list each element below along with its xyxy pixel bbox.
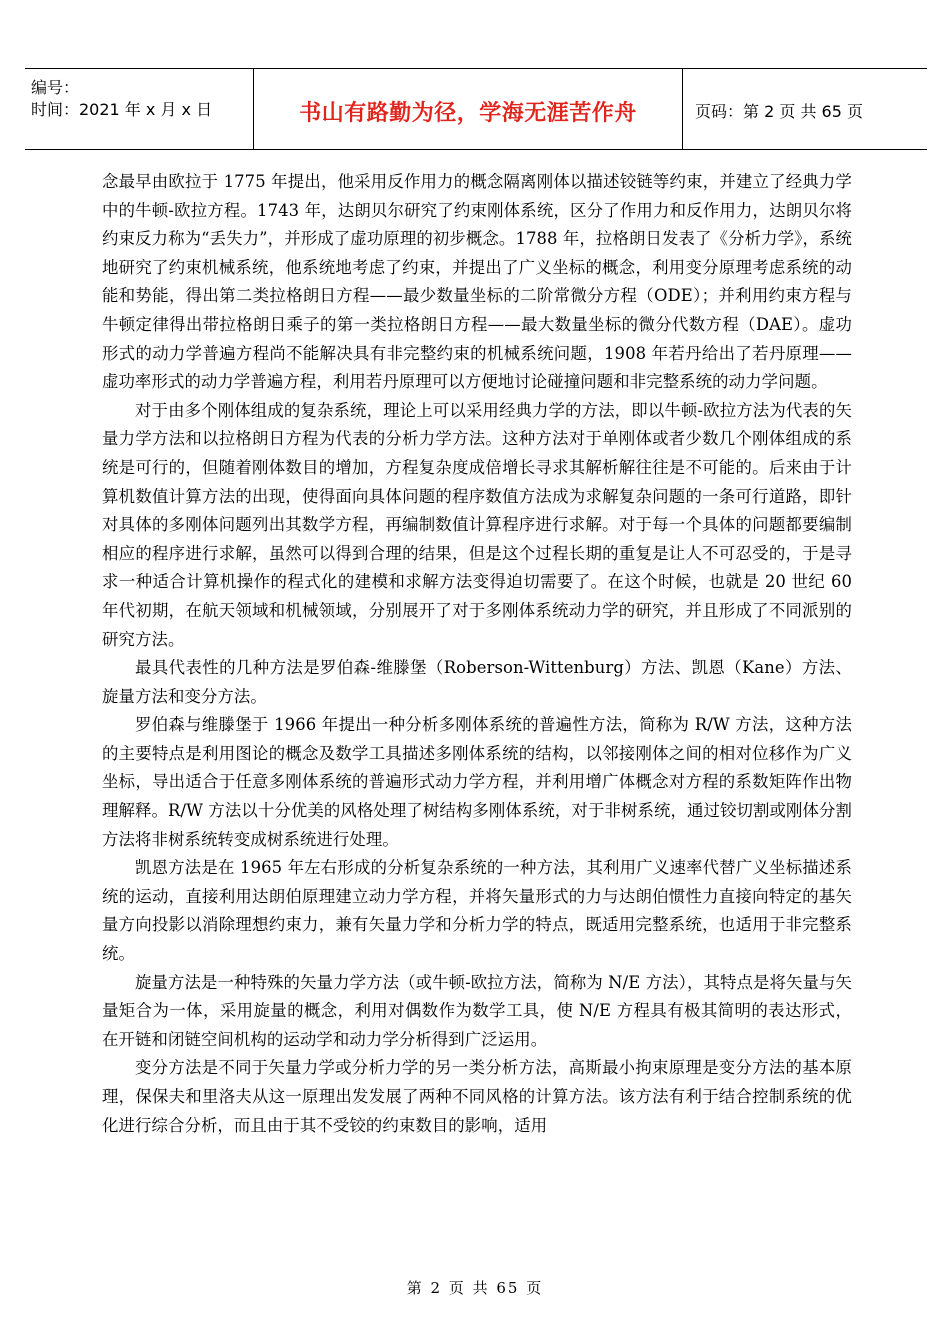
document-number-label: 编号： bbox=[31, 78, 80, 97]
page-header bbox=[25, 68, 927, 150]
header-page-cell bbox=[683, 69, 927, 149]
body-paragraph-2: 对于由多个刚体组成的复杂系统，理论上可以采用经典力学的方法，即以牛顿-欧拉方法为代表的矢量力学方法和以拉格朗日方程为代表的分析力学方法。这种方法对于单刚体或者少数几个刚体组成的系统是可行的，但随着刚体数目的增加，方程复杂度成倍增长寻求其解析解往往是不可能的。后来由于计算机数值计算方法的出现，使得面向具体问题的程序数值方法成为求解复杂问题的一条可行道路，即针对具体的多刚体问题列出其数学方程，再编制数值计算程序进行求解。对于每一个具体的问题都要编制相应的程序进行求解，虽然可以得到合理的结果，但是这个过程长期的重复是让人不可忍受的，于是寻求一种适合计算机操作的程式化的建模和求解方法变得迫切需要了。在这个时候，也就是 20 世纪 60 年代初期，在航天领域和机械领域，分别展开了对于多刚体系统动力学的研究，并且形成了不同派别的研究方法。 bbox=[102, 400, 852, 649]
header-motto: 书山有路勤为径，学海无涯苦作舟 bbox=[299, 101, 637, 126]
header-page-info: 页码：第 2 页 共 65 页 bbox=[695, 102, 863, 121]
body-paragraph-4: 罗伯森与维滕堡于 1966 年提出一种分析多刚体系统的普遍性方法，简称为 R/W 方法，这种方法的主要特点是利用图论的概念及数学工具描述多刚体系统的结构，以邻接刚体之间的相对位移作为广义坐标，导出适合于任意多刚体系统的普遍形式动力学方程，并利用增广体概念对方程的系数矩阵作出物理解释。R/W 方法以十分优美的风格处理了树结构多刚体系统，对于非树系统，通过铰切割或刚体分割方法将非树系统转变成树系统进行处理。 bbox=[102, 715, 852, 849]
document-body bbox=[102, 168, 852, 1140]
body-paragraph-5: 凯恩方法是在 1965 年左右形成的分析复杂系统的一种方法，其利用广义速率代替广义坐标描述系统的运动，直接利用达朗伯原理建立动力学方程，并将矢量形式的力与达朗伯惯性力直接向特定的基矢量方向投影以消除理想约束力，兼有矢量力学和分析力学的特点，既适用完整系统，也适用于非完整系统。 bbox=[102, 858, 852, 964]
document-date-label: 时间：2021 年 x 月 x 日 bbox=[31, 100, 213, 119]
header-meta-cell bbox=[25, 69, 254, 149]
body-paragraph-1: 念最早由欧拉于 1775 年提出，他采用反作用力的概念隔离刚体以描述铰链等约束，并建立了经典力学中的牛顿-欧拉方程。1743 年，达朗贝尔研究了约束刚体系统，区分了作用力和反作用力，达朗贝尔将约束反力称为“丢失力”，并形成了虚功原理的初步概念。1788 年，拉格朗日发表了《分析力学》，系统地研究了约束机械系统，他系统地考虑了约束，并提出了广义坐标的概念，利用变分原理考虑系统的动能和势能，得出第二类拉格朗日方程——最少数量坐标的二阶常微分方程（ODE）；并利用约束方程与牛顿定律得出带拉格朗日乘子的第一类拉格朗日方程——最大数量坐标的微分代数方程（DAE）。虚功形式的动力学普遍方程尚不能解决具有非完整约束的机械系统问题，1908 年若丹给出了若丹原理——虚功率形式的动力学普遍方程，利用若丹原理可以方便地讨论碰撞问题和非完整系统的动力学问题。 bbox=[102, 172, 852, 392]
body-paragraph-6: 旋量方法是一种特殊的矢量力学方法（或牛顿-欧拉方法，简称为 N/E 方法），其特点是将矢量与矢量矩合为一体，采用旋量的概念，利用对偶数作为数学工具，使 N/E 方程具有极其简明的表达形式，在开链和闭链空间机构的运动学和动力学分析得到广泛运用。 bbox=[102, 972, 852, 1049]
body-paragraph-7: 变分方法是不同于矢量力学或分析力学的另一类分析方法，高斯最小拘束原理是变分方法的基本原理，保保夫和里洛夫从这一原理出发发展了两种不同风格的计算方法。该方法有利于结合控制系统的优化进行综合分析，而且由于其不受铰的约束数目的影响，适用 bbox=[102, 1058, 852, 1135]
header-motto-cell bbox=[254, 69, 683, 149]
body-paragraph-3: 最具代表性的几种方法是罗伯森-维滕堡（Roberson-Wittenburg）方法、凯恩（Kane）方法、旋量方法和变分方法。 bbox=[102, 658, 852, 706]
page-footer: 第 2 页 共 65 页 bbox=[406, 1279, 544, 1297]
